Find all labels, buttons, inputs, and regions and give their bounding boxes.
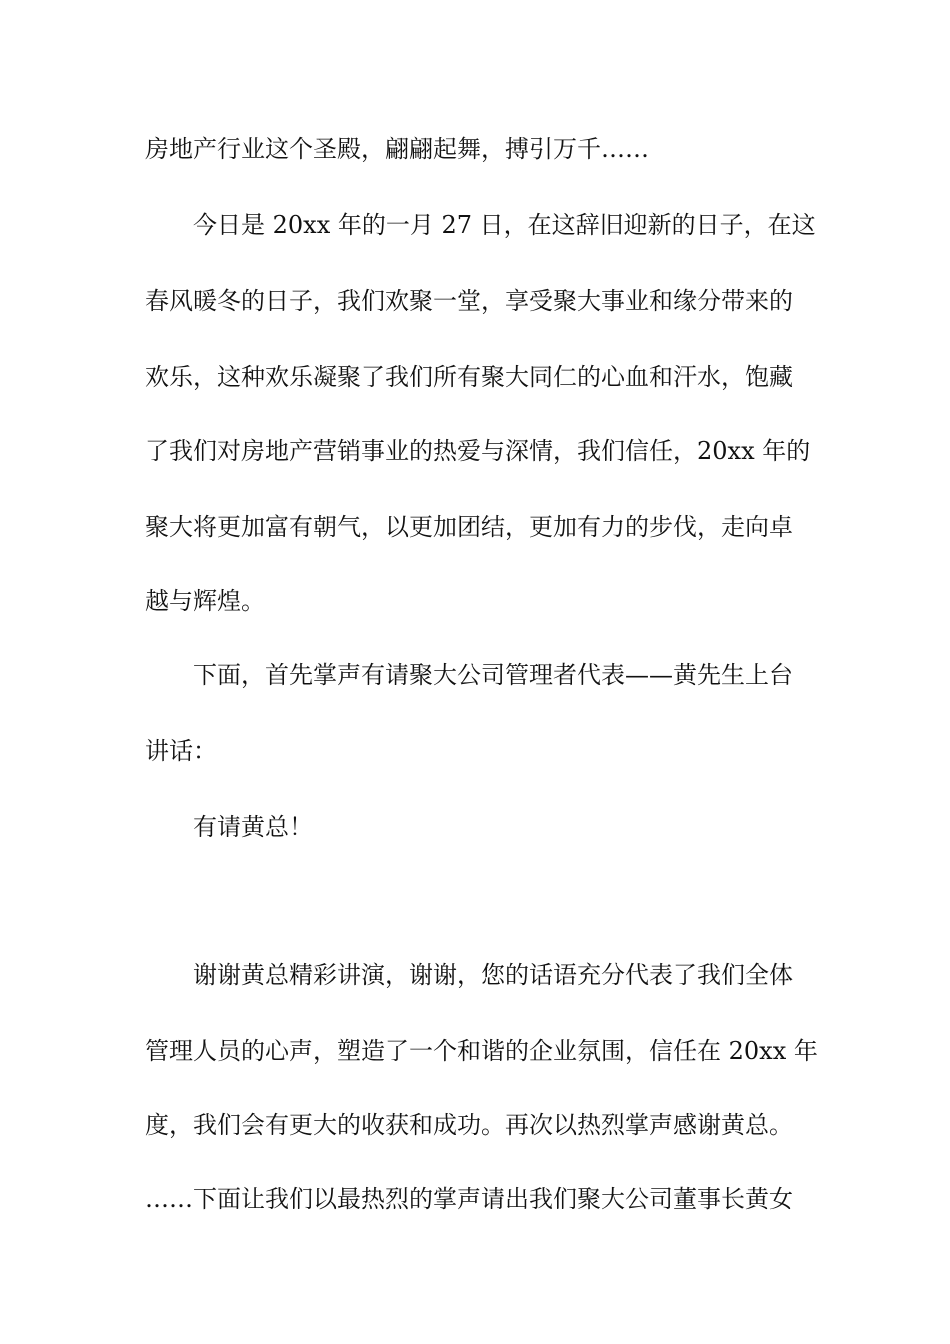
paragraph-2-line-1: 下面，首先掌声有请聚大公司管理者代表——黄先生上台: [193, 661, 793, 689]
paragraph-5-line-1: ……下面让我们以最热烈的掌声请出我们聚大公司董事长黄女: [145, 1185, 793, 1213]
paragraph-4-line-2: 管理人员的心声，塑造了一个和谐的企业氛围，信任在 20xx 年: [145, 1037, 818, 1065]
paragraph-1-line-4: 了我们对房地产营销事业的热爱与深情，我们信任，20xx 年的: [145, 437, 811, 465]
paragraph-1-line-5: 聚大将更加富有朝气，以更加团结，更加有力的步伐，走向卓: [145, 513, 793, 541]
paragraph-1-line-6: 越与辉煌。: [145, 587, 265, 615]
paragraph-1-line-3: 欢乐，这种欢乐凝聚了我们所有聚大同仁的心血和汗水，饱藏: [145, 363, 793, 391]
paragraph-4-line-1: 谢谢黄总精彩讲演，谢谢，您的话语充分代表了我们全体: [193, 961, 793, 989]
text-line-1: 房地产行业这个圣殿，翩翩起舞，搏引万千……: [145, 135, 649, 163]
paragraph-2-line-2: 讲话：: [145, 737, 217, 765]
paragraph-3-line-1: 有请黄总！: [193, 813, 313, 841]
paragraph-1-line-2: 春风暖冬的日子，我们欢聚一堂，享受聚大事业和缘分带来的: [145, 287, 793, 315]
paragraph-4-line-3: 度，我们会有更大的收获和成功。再次以热烈掌声感谢黄总。: [145, 1111, 793, 1139]
paragraph-1-line-1: 今日是 20xx 年的一月 27 日，在这辞旧迎新的日子，在这: [193, 211, 816, 239]
